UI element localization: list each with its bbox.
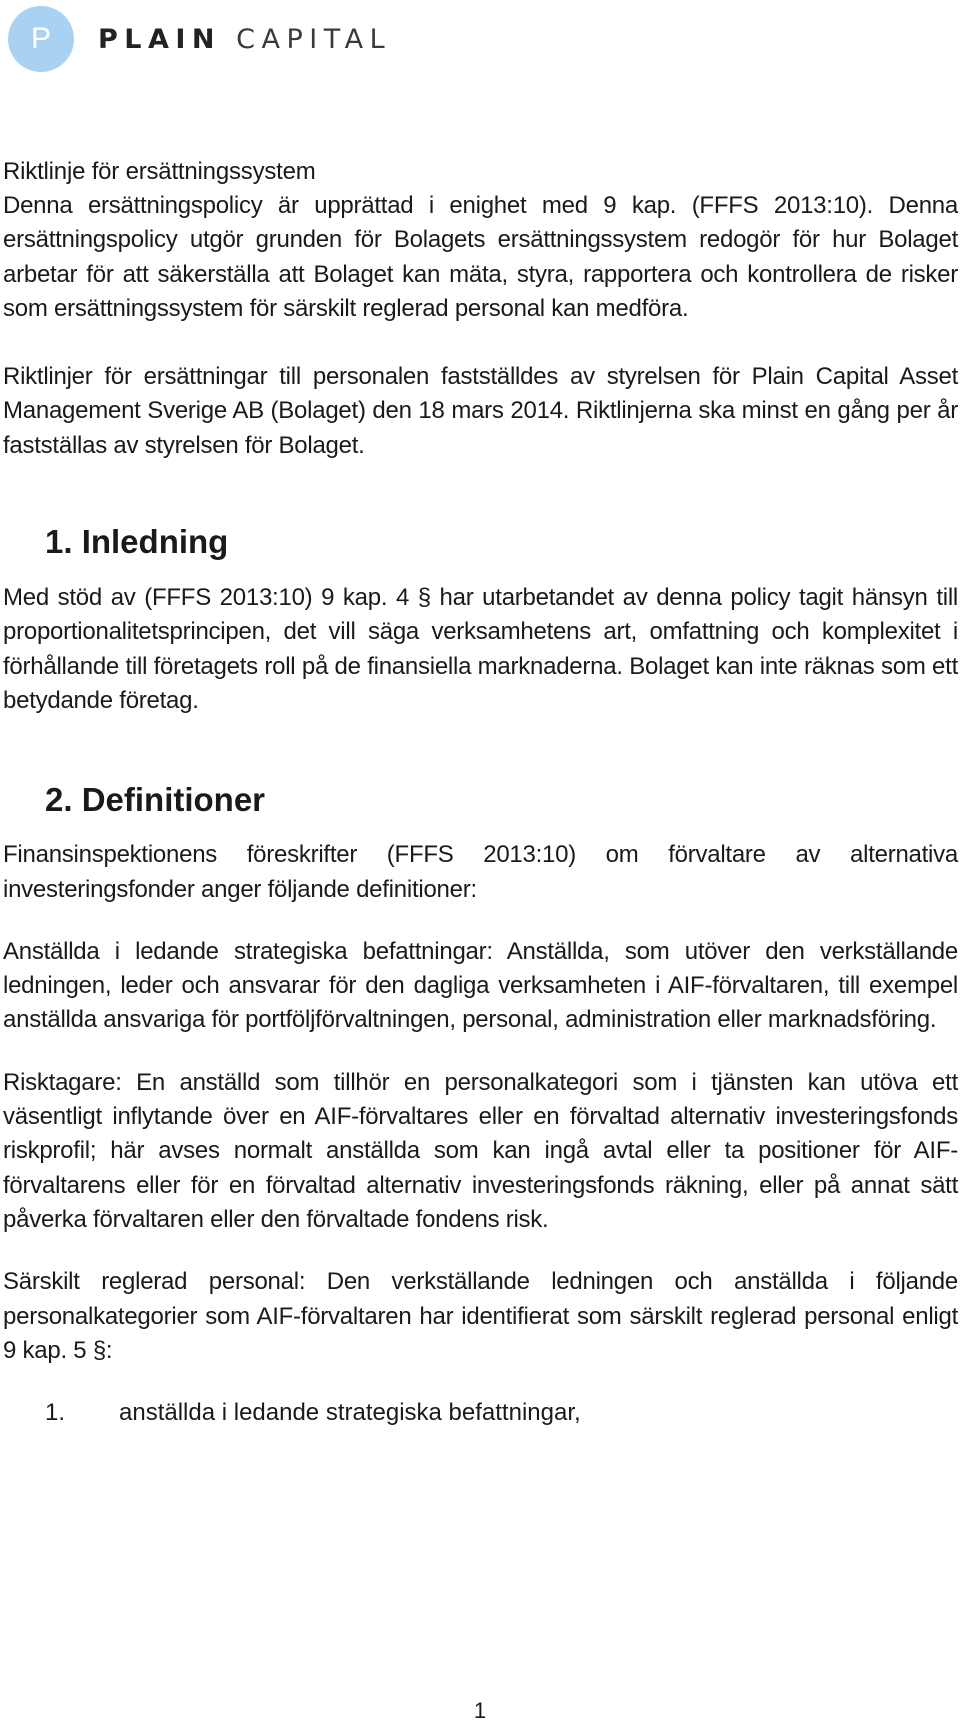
list-item-text: anställda i ledande strategiska befattningar, — [119, 1399, 581, 1427]
intro-paragraph-2: Riktlinjer för ersättningar till personalen fastställdes av styrelsen för Plain Capital Asset Management Sverige AB (Bolaget) den 18 mars 2014. Riktlinjerna ska minst en gång per år fastställas av styrelsen för Bolaget. — [3, 363, 958, 459]
section-1-paragraph-1: Med stöd av (FFFS 2013:10) 9 kap. 4 § har utarbetandet av denna policy tagit hänsyn till proportionalitetsprincipen, det vill säga verksamhetens art, omfattning och komplexitet i förhållande till företagets roll på de finansiella marknaderna. Bolaget kan inte räknas som ett betydande företag. — [3, 584, 958, 714]
brand-name-light: CAPITAL — [236, 23, 392, 55]
brand-name — [98, 24, 391, 55]
section-heading-inledning: 1. Inledning — [45, 523, 229, 561]
list-item — [3, 1396, 958, 1430]
section-heading-definitioner: 2. Definitioner — [45, 781, 266, 819]
document-title: Riktlinje för ersättningssystem — [3, 158, 316, 185]
section-2-paragraph-4: Särskilt reglerad personal: Den verkställande ledningen och anställda i följande personalkategorier som AIF-förvaltaren har identifierat som särskilt reglerad personal enligt 9 kap. 5 §: — [3, 1268, 958, 1364]
intro-paragraph-1: Denna ersättningspolicy är upprättad i enighet med 9 kap. (FFFS 2013:10). Denna ersättningspolicy utgör grunden för Bolagets ersättningssystem redogör för hur Bolaget arbetar för att säkerställa att Bolaget kan mäta, styra, rapportera och kontrollera de risker som ersättningssystem för särskilt reglerad personal kan medföra. — [3, 192, 958, 322]
document-body — [3, 157, 958, 1454]
section-2-paragraph-3: Risktagare: En anställd som tillhör en personalkategori som i tjänsten kan utöva ett väsentligt inflytande över en AIF-förvaltares eller en förvaltad alternativ investeringsfonds riskprofil; här avses normalt anställda som kan ingå avtal eller ta positioner för AIF-förvaltarens eller för en förvaltad alternativ investeringsfonds räkning, eller på annat sätt påverka förvaltaren eller den förvaltade fondens risk. — [3, 1068, 958, 1233]
list-item-number: 1. — [45, 1399, 66, 1427]
logo-circle-icon — [8, 6, 74, 72]
brand-name-bold: PLAIN — [98, 23, 222, 55]
page-number: 1 — [473, 1698, 487, 1723]
brand-logo — [8, 6, 391, 72]
logo-initial: P — [30, 22, 51, 55]
section-2-paragraph-1: Finansinspektionens föreskrifter (FFFS 2013:10) om förvaltare av alternativa investeringsfonder anger följande definitioner: — [3, 841, 958, 903]
personnel-category-list — [3, 1396, 958, 1430]
section-2-paragraph-2: Anställda i ledande strategiska befattningar: Anställda, som utöver den verkställande ledningen, leder och ansvarar för den dagliga verksamheten i AIF-förvaltaren, till exempel anställda ansvariga för portföljförvaltningen, personal, administration eller marknadsföring. — [3, 937, 958, 1034]
